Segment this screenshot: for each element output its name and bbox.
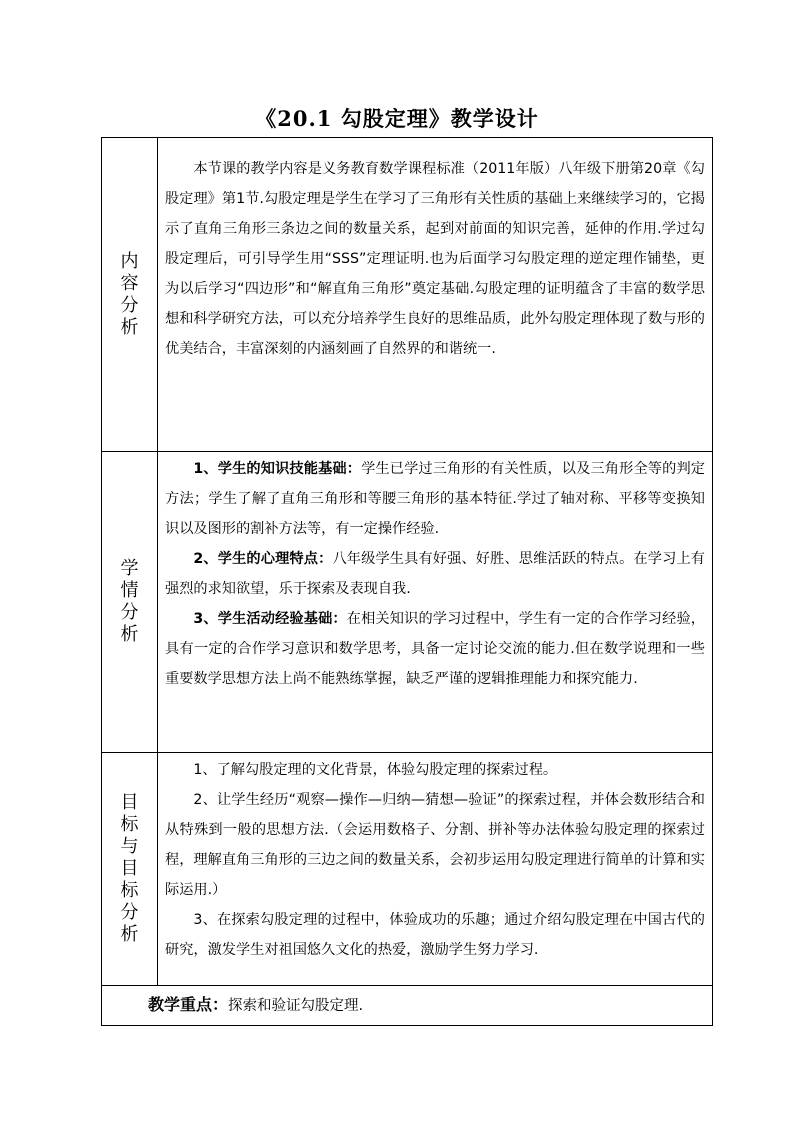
lesson-plan-table — [101, 137, 713, 1026]
teaching-focus-cell — [102, 986, 713, 1026]
label-char: 析 — [120, 316, 139, 338]
label-char: 学 — [120, 558, 139, 579]
learner-analysis-body — [158, 452, 713, 753]
paragraph-heading: 3、学生活动经验基础： — [193, 611, 347, 627]
label-char: 目 — [120, 858, 139, 879]
teaching-focus-label: 教学重点： — [148, 995, 229, 1014]
label-char: 分 — [120, 902, 139, 923]
paragraph — [165, 454, 705, 544]
objectives-body — [158, 753, 713, 986]
paragraph — [165, 604, 705, 694]
paragraph-heading: 1、学生的知识技能基础： — [193, 461, 362, 477]
objectives-label — [102, 753, 158, 986]
label-char: 析 — [120, 624, 139, 645]
learner-analysis-row — [102, 452, 713, 753]
objectives-row — [102, 753, 713, 986]
label-char: 标 — [120, 880, 139, 901]
label-char: 内 — [120, 250, 139, 272]
paragraph-heading: 2、学生的心理特点： — [193, 551, 333, 567]
document-title: 《20.1 勾股定理》教学设计 — [255, 106, 539, 131]
label-char: 析 — [120, 924, 139, 945]
learner-analysis-label — [102, 452, 158, 753]
paragraph: 本节课的教学内容是义务教育数学课程标准（2011年版）八年级下册第20章《勾股定理》第1节.勾股定理是学生在学习了三角形有关性质的基础上来继续学习的，它揭示了直角三角形三条边之间的数量关系，起到对前面的知识完善，延伸的作用.学过勾股定理后，可引导学生用“SSS”定理证明.也为后面学习勾股定理的逆定理作铺垫，更为以后学习“四边形”和“解直角三角形”奠定基础.勾股定理的证明蕴含了丰富的数学思想和科学研究方法，可以充分培养学生良好的思维品质，此外勾股定理体现了数与形的优美结合，丰富深刻的内涵刻画了自然界的和谐统一. — [165, 161, 705, 357]
teaching-focus-row — [102, 986, 713, 1026]
paragraph-text: 在相关知识的学习过程中，学生有一定的合作学习经验，具有一定的合作学习意识和数学思考，具备一定讨论交流的能力.但在数学说理和一些重要数学思想方法上尚不能熟练掌握，缺乏严谨的逻辑推理能力和探究能力. — [165, 611, 705, 687]
label-char: 目 — [120, 792, 139, 813]
paragraph: 2、让学生经历“观察—操作—归纳—猜想—验证”的探索过程，并体会数形结合和从特殊到一般的思想方法.（会运用数格子、分割、拼补等办法体验勾股定理的探索过程，理解直角三角形的三边之间的数量关系，会初步运用勾股定理进行简单的计算和实际运用.） — [165, 792, 705, 898]
paragraph-text: 学生已学过三角形的有关性质，以及三角形全等的判定方法；学生了解了直角三角形和等腰三角形的基本特征.学过了轴对称、平移等变换知识以及图形的割补方法等，有一定操作经验. — [165, 461, 705, 537]
paragraph — [165, 544, 705, 604]
label-char: 容 — [120, 272, 139, 294]
label-char: 与 — [120, 836, 139, 857]
label-char: 分 — [120, 294, 139, 316]
paragraph-text: 八年级学生具有好强、好胜、思维活跃的特点。在学习上有强烈的求知欲望，乐于探索及表现自我. — [165, 551, 705, 597]
paragraph: 1、了解勾股定理的文化背景，体验勾股定理的探索过程。 — [193, 762, 558, 778]
paragraph: 3、在探索勾股定理的过程中，体验成功的乐趣；通过介绍勾股定理在中国古代的研究，激发学生对祖国悠久文化的热爱，激励学生努力学习. — [165, 912, 705, 958]
content-analysis-body — [158, 138, 713, 452]
content-analysis-label — [102, 138, 158, 452]
content-analysis-row — [102, 138, 713, 452]
teaching-focus-text: 探索和验证勾股定理. — [228, 998, 364, 1014]
label-char: 分 — [120, 602, 139, 623]
label-char: 情 — [120, 580, 139, 601]
label-char: 标 — [120, 814, 139, 835]
